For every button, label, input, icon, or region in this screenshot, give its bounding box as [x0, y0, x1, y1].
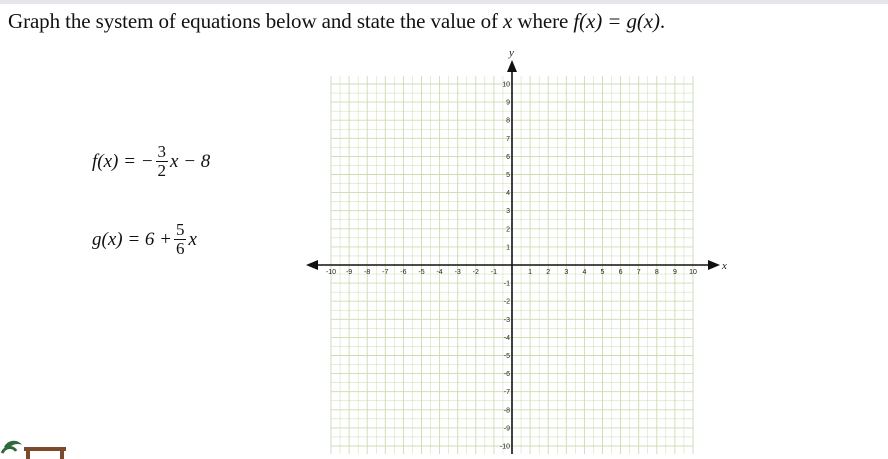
- y-tick-label: 4: [506, 190, 510, 198]
- equation-f-lhs: f(x) = −: [92, 150, 154, 172]
- x-axis-label: x: [722, 260, 727, 272]
- x-tick-label: -3: [454, 269, 461, 276]
- x-tick-label: -10: [325, 269, 337, 276]
- y-tick-label: 1: [506, 244, 510, 252]
- equation-g-lhs: g(x) = 6 +: [92, 228, 172, 250]
- prompt-variable: x: [503, 9, 513, 33]
- equation-g-rest: x: [188, 228, 197, 250]
- y-tick-label: -9: [503, 425, 510, 433]
- y-tick-label: 8: [506, 117, 510, 125]
- fraction-g-denominator: 6: [175, 239, 185, 258]
- y-tick-label: 3: [506, 208, 510, 216]
- x-tick-label: 3: [564, 269, 569, 276]
- logo-icon: [0, 437, 70, 459]
- y-tick-label: -10: [499, 443, 510, 451]
- x-tick-label: -8: [364, 269, 371, 276]
- y-tick-label: -3: [503, 316, 510, 324]
- prompt-end: .: [659, 9, 666, 33]
- x-tick-label: 4: [582, 269, 587, 276]
- fraction-g-numerator: 5: [175, 220, 185, 239]
- x-tick-label: 10: [689, 269, 697, 276]
- y-tick-label: 7: [506, 135, 510, 143]
- fraction-f-numerator: 3: [157, 142, 167, 161]
- x-tick-label: -5: [418, 269, 425, 276]
- prompt-condition: f(x) = g(x): [573, 9, 660, 33]
- y-tick-label: 6: [506, 153, 510, 161]
- x-axis-left-arrow: [306, 260, 318, 270]
- prompt-text-where: where: [512, 9, 574, 33]
- x-tick-label: -2: [472, 269, 479, 276]
- x-tick-label: -1: [490, 269, 498, 276]
- y-tick-label: -2: [503, 298, 510, 306]
- y-tick-label: -1: [503, 280, 510, 288]
- x-tick-label: 8: [654, 269, 659, 276]
- x-tick-label: 9: [672, 269, 677, 276]
- x-tick-label: 1: [528, 269, 533, 276]
- y-tick-label: 2: [506, 226, 510, 234]
- y-tick-label: -4: [503, 334, 510, 342]
- y-tick-label: -7: [503, 389, 510, 397]
- x-tick-label: 7: [636, 269, 641, 276]
- y-tick-label: 10: [502, 81, 510, 89]
- x-tick-label: -6: [400, 269, 407, 276]
- y-tick-label: -8: [503, 407, 510, 415]
- x-axis-right-arrow: [708, 260, 720, 270]
- x-tick-label: 2: [546, 269, 551, 276]
- equation-f-rest: x − 8: [170, 150, 211, 172]
- y-tick-label: -5: [503, 353, 510, 360]
- y-axis-arrow: [507, 60, 517, 72]
- y-tick-label: 9: [506, 99, 510, 107]
- y-tick-label: 5: [506, 172, 510, 179]
- prompt-text: Graph the system of equations below and state the value of: [8, 9, 504, 33]
- y-tick-label: -6: [503, 371, 510, 379]
- fraction-f-denominator: 2: [157, 161, 167, 180]
- x-tick-label: -4: [436, 269, 443, 276]
- x-tick-label: -9: [345, 269, 353, 276]
- x-tick-label: 6: [618, 269, 623, 276]
- x-tick-label: -7: [382, 269, 389, 276]
- y-axis-label: y: [509, 47, 514, 59]
- x-tick-label: 5: [600, 269, 605, 276]
